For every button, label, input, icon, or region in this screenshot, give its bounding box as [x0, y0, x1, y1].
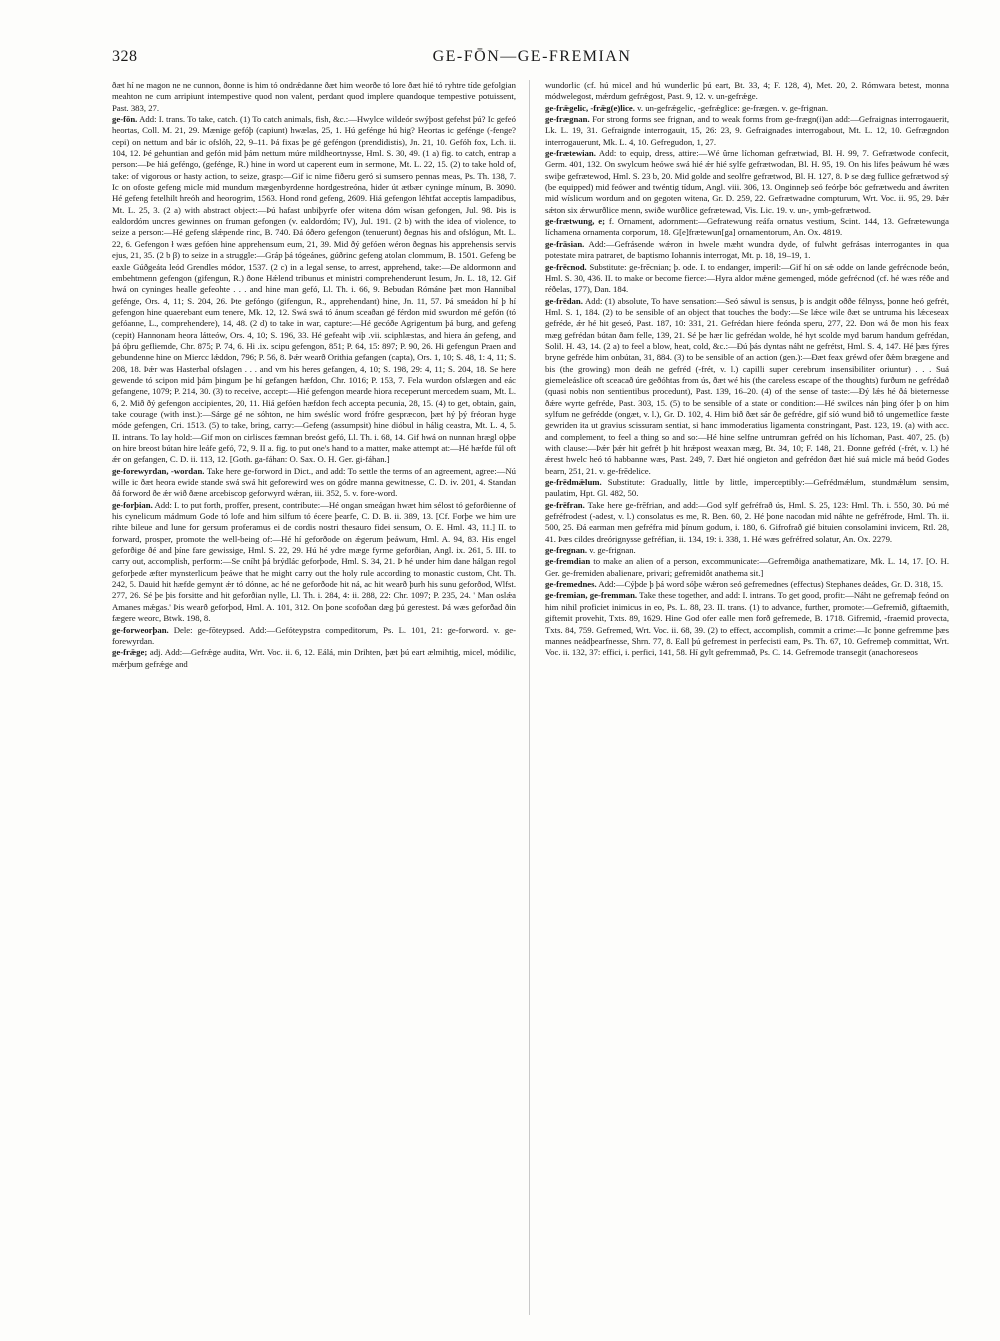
entry-headword: ge-fremdian [545, 556, 591, 567]
dictionary-entry [545, 579, 949, 590]
page-number: 328 [112, 48, 138, 65]
entry-headword: ge-forweorþan. [112, 624, 169, 635]
left-column [112, 80, 516, 1315]
entry-body: Dele: ge-fōteypsed. Add:—Gefóteypstra compeditorum, Ps. L. 101, 21: ge-forword. v. ge-forewyrdan. [112, 624, 516, 646]
dictionary-entry [545, 296, 949, 478]
entry-headword: ge-frēfran. [545, 499, 585, 510]
entry-headword: ge-fōn. [112, 114, 138, 125]
continuation-paragraph: wundorlic (cf. hú micel and hú wunderlic þú eart, Bt. 33, 4; F. 128, 4), Met. 20, 2. Rómwara betest, monna módwelegost, mǽrdum gefrǽgost, Past. 9, 12. v. un-gefrǽge. [545, 80, 949, 102]
entry-body: v. un-gefrǽgelic, -gefrǽglice: ge-frægen. v. ge-frignan. [637, 102, 829, 113]
dictionary-entry [545, 239, 949, 262]
right-column [545, 80, 949, 1315]
dictionary-entry [545, 590, 949, 658]
entry-body: f. Ornament, adornment:—Gefratewung reáfa ornatus vestium, Scint. 144, 13. Gefrætewunga líchamena ornamenta corporum, 18. G[e]frætewun[ga] ornamentorum, An. Ox. 4819. [545, 216, 949, 238]
entry-body: adj. Add:—Gefrǽge audita, Wrt. Voc. ii. 6, 12. Eálá, min Drihten, þæt þú eart ælmihtig, micel, módilic, mǽrþum gefrǽge and [112, 647, 516, 669]
running-head: GE-FŌN—GE-FREMIAN [432, 48, 632, 65]
entry-headword: ge-frǣgelic, -frǣg(e)lice. [545, 102, 635, 113]
dictionary-entry [545, 545, 949, 556]
dictionary-entry [112, 647, 516, 670]
entry-headword: ge-forewyrdan, -wordan. [112, 465, 205, 476]
page-header [112, 48, 952, 74]
dictionary-entry [112, 625, 516, 648]
entry-headword: ge-frǣge; [112, 647, 148, 658]
entry-body: Take here ge-forword in Dict., and add: To settle the terms of an agreement, agree:—Nú wille ic ðæt heora ewide stande swá swá hit geforewird wes on gódre manna gewitnesse, C. D. iv. 201, 4. Standan ðá forword ðe ǽr wið ðæne arcebiscop geforwyrd wǽran, iii. 352, 5. v. fore-word. [112, 465, 516, 499]
entry-headword: ge-fremednes. [545, 579, 597, 590]
entry-body: Take here ge-frēfrian, and add:—God sylf gefréfrað ús, Hml. S. 25, 123: Hml. Th. i. 550, 30. Þú mé gefréfrodest (-adest, v. l.) consolatus es me, R. Ben. 60, 2. Hé þone nacodan mid náhte ne gefréfrode, Hml. Th. ii. 500, 25. Ðá earman men gefréfra mid þínum godum, i. 180, 6. Gifrofrað gié bituien consolamini invicem, Rtl. 28, 41. Þæs cildes dreórignysse gefréfian, ii. 134, 19: i. 338, 1. Hé wæs gefréfred solatur, An. Ox. 2279. [545, 499, 949, 544]
entry-headword: ge-frægnan. [545, 114, 590, 125]
dictionary-entry [545, 500, 949, 545]
entry-body: v. ge-frignan. [589, 545, 636, 556]
dictionary-entry [545, 262, 949, 296]
entry-headword: ge-frætewian. [545, 148, 596, 159]
entry-body: For strong forms see frignan, and to weak forms from ge-frægn(i)an add:—Gefraignas interrogauerit, Lk. L. 19, 31. Gefraignde interrogauit, 15, 26: 23, 9. Gefraignades interrogabout, Mt. L. 12, 10. Gefrægndon interrogauerunt, Mk. L. 4, 10. Gefregudon, 1, 27. [545, 114, 949, 147]
entry-body: Add:—Cýþde þ þá word sóþe wǽron seó gefremednes (effectus) Stephanes deádes, Gr. D. 318, 15. [598, 579, 944, 590]
entry-headword: ge-forþian. [112, 499, 153, 510]
entry-body: to make an alien of a person, excommunicate:—Gefremðiga anathematizare, Mk. L. 14, 17. [O. H. Ger. ge-fremiden abalienare, privari; gefremidôt anathema sit.] [545, 556, 949, 578]
dictionary-entry [545, 556, 949, 579]
dictionary-entry [545, 114, 949, 148]
dictionary-entry [545, 103, 949, 114]
dictionary-entry [112, 466, 516, 500]
entry-body: Take these together, and add: I. intrans. To get good, profit:—Náht ne gefremaþ feónd on him nihil proficiet inimicus in eo, Ps. L. 88, 23. II. trans. (1) to advance, further, promote:—Gefremið, giftaemith, giftemit provehit, Txts. 89, 1629. Hine God ofer ealle men forð gefremede, B. 1718. Gifremid, -fraemid provecta, Txts. 84, 759. Gefremed, Wrt. Voc. ii. 68, 39. (2) to effect, accomplish, commit a crime:—Ic þonne gefremme þæs mannes neádþearfnesse, Shrn. 77, 8. Eall þú gefremest in perfecisti eam, Ps. Th. 67, 10. Gefremeþ committat, Wrt. Voc. ii. 132, 37: effici, i. perfici, 141, 58. Hí gylt gefremmað, Ps. C. 14. Gefremode transegit (anachoreseos [545, 590, 949, 658]
entry-body: Add:—Gefrásende wǽron in hwele mæht wundra dyde, of fulwht gefrásas interrogantes in qua potestate mira patraret, de baptismo Iohannis interrogat, Mt. p. 18, 19–19, 1. [545, 238, 949, 261]
entry-body: Substitute: Gradually, little by little, imperceptibly:—Gefrédmǽlum, stundmǽlum sensim, paulatim, Hpt. Gl. 482, 50. [545, 477, 949, 499]
dictionary-entry [545, 216, 949, 239]
entry-headword: ge-fregnan. [545, 545, 588, 556]
column-divider [529, 80, 530, 1315]
dictionary-entry [545, 477, 949, 500]
entry-headword: ge-frætwung, e; [545, 216, 606, 227]
entry-headword: ge-fremian, ge-fremman. [545, 590, 638, 601]
entry-body: Add: I. trans. To take, catch. (1) To catch animals, fish, &c.:—Hwylce wildeór swýþost gefehst þú? Ic gefeó heortas, Coll. M. 21, 29. Mænige gefóþ (capiunt) hwælas, 25, 1. Hú gefénge hú hig? Heortas ic gefénge (-fenge? cepi) on nettum and bár ic ofslóh, 22, 9–11. Þá fixas þe gé geféngon (prendidistis), Jn. 21, 10. Gefóh fox, Lch. ii. 104, 12. Þé gehuntian and gefón mid þám nettum múre mildheortnysse, Hml. S. 30, 49. (1 a) fig. to catch, entrap a person:—Þe hiá geféngo, (gefénge, R.) hine in word ut caperent eum in sermone, Mt. L. 22, 15. (2) to take hold of, take: of vigorous or hasty action, to seize, grasp:—Gif ic nime fiðeru geró si sumsero pennas meas, Ps. Th. 138, 7. Ic on ofoste gefeng micle mid mundum mægenbyrdenne hordgestreóna, hider út ætbær cyninge mínum, B. 3090. Hé gefeng fetelhilt hreóh and heorogrim, 1563. Hond rond gefeng, 2609. Hiá gefengon léhtfat acceptis lampadibus, Mt. L. 25, 3. (2 a) with abstract object:—Þú hafast unbiþyrfe ofer witena dóm wísan gefongen, Jul. 98. Þis is ealdordóm uncres gewinnes on fruman gefongen (v. ealdordóm; IV), Jul. 191. (2 b) with the idea of violence, to seize a person:—Hé gefeng slǽpende rinc, B. 740. Ðá óðero gefengon (tenuerunt) ðegnas his and ofslógun, Mt. L. 22, 6. Gefengon ł wæs gefóen hine apprehensum eum, 21, 39. Mid ðý gefóen wéron ðegnas his apprehensis servis ejus, 21, 35. (2 b β) to seize in a struggle:—Gráp þá tógeánes, gúðrinc gefeng atolan clommum, B. 1501. Gefeng be eaxle Gúðgeáta leód Grendles módor, 1537. (2 c) in a legal sense, to arrest, apprehend, take:—Ðe aldormonn and embehtmenn gefengon (gifengun, R.) ðone Hǽlend tribunus et ministri comprehenderunt Iesum, Jn. L. 18, 12. Gif hwá on cyninges healle gefeohte . . . and hine man gefó, Ll. Th. i. 66, 9. Bebudan Rómáne þæt mon Hannibal gefénge, Ors. 4, 11; S. 204, 26. Þte gefóngo (gifengun, R., apprehendant) hine, Jn. 11, 57. Þá smeádon hí þ hí gefengon hine quaerebant eum tenere, Mk. 12, 12. Swá swá tó ánum sceaðan gé férdon mid swurdon mé gefón (tó gefóanne, L., comprehendere), 14, 48. (2 d) to take in war, capture:—Hé gecóðe Agrigentum þá burg, and gefeng (cepit) Hannonam heora látteów, Ors. 4, 10; S. 196, 33. Hé gefeaht wiþ .vii. sciphlæstas, and hiera án gefeng, and þá óþru gefliemde, Chr. 875; P. 74, 6. Hi .ix. scipu gefengon, 851; P. 64, 15: 897; P. 90, 26. Hi gefengun Praen and gebundenne hine on Miercc lǽddon, 796; P. 56, 8. Þǽr wearð Orithia gefangen (capta), Ors. 1, 10; S. 48, 1: 4, 11; S. 208, 18. Þǽr was Hasterbal ofslagen . . . and vm his heres gefangen, 4, 10; S. 198, 29: 4, 11; S. 204, 18. Se here gewende tó scipon mid þám þingum þe hí gefangen hæfdon, Chr. 1016; P. 153, 7. Fela wurdon ofslægen and eác gefangene, 1079; P. 214, 30. (3) to receive, accept:—Hié gefengon mearde hiora receperunt mercedem suam, Mt. L. 6, 2. Mið ðý gefengon accipientes, 20, 11. Hiá gefóen hæfdon fech accepta pecunia, 28, 15. (4) to get, obtain, gain, take courage (with inst.):—Sárge gé ne sóhton, ne him swéslíc word frófre gespræcon, þæt hý þý fréoran hyge móde gefengen, Cri. 1513. (5) to take, bring, carry:—Gefeng (assumpsit) hine dióbul in hálig ceastra, Mt. L. 4, 5. II. intrans. To lay hold:—Gif mon on cirlisces fæmnan breóst gefó, Ll. Th. i. 68, 14. Gif hwá on nunnan hrægl oþþe on hire breost bútan hire leáfe gefó, 72, 9. II a. fig. to put one's hand to a matter, make attempt at:—Hé hæfde fúl oft ǽr on gefangen, C. D. ii. 113, 12. [Goth. ga-fáhan: O. Sax. O. H. Ger. gi-fáhan.] [112, 114, 516, 465]
dictionary-entry [112, 114, 516, 466]
entry-headword: ge-frāsian. [545, 238, 585, 249]
entry-body: Add: to equip, dress, attire:—Wé ûrne líchoman gefrætwiad, Bl. H. 99, 7. Gefrætwode confecit, Germ. 401, 132. On swylcum heówe swá hié ǽr hié sylfe gefrætwodan, Bl. H. 95, 19. On his lifes þeáwum hé wæs swiþe gefrætewod, Hml. S. 23 b, 20. Mid golde and seolfre gefrætwod, Bl. H. 127, 8. Þ se dæg fullice gefrætwod sý (be equipped) mid feówer and twéntig tídum, Angl. viii. 306, 13. Onginneþ seó feórþe bóc gefrætwedu and áwriten mid wíslicum wordum and on gegoten witena, Gr. D. 259, 22. Gefrætwadne compturum, Wrt. Voc. ii. 95, 29. Þǽr sǽton six ǽrwurðlice menn, swiðe wurðlice gefrætewad, Vis. Lic. 19. v. un-, ymb-gefrætwod. [545, 148, 949, 215]
continuation-paragraph: ðæt hí ne magon ne ne cunnon, ðonne is him tó ondrǽdanne ðæt him weorðe tó lore ðæt hié tó ryhtre tíde gefolgian meahton ne cum arripiunt intempestive quod non valent, perdant quod implere quandoque tempestive potuissent, Past. 383, 27. [112, 80, 516, 113]
entry-headword: ge-frēdan. [545, 295, 583, 306]
entry-headword: ge-frēdmǣlum. [545, 477, 602, 488]
entry-body: Substitute: ge-frēcnian; þ. ode. I. to endanger, imperil:—Gif hí on sǽ odde on lande gefrécnode beón, Hml. S. 30, 436. II. to make or become fierce:—Hyra aldor mǽne gemenged, móde gefrécnod (cf. hé wæs réðe and réðelas, 177), Dan. 184. [545, 261, 949, 295]
dictionary-entry [545, 148, 949, 216]
entry-headword: ge-frēcnod. [545, 261, 587, 272]
dictionary-entry [112, 500, 516, 625]
entry-body: Add: (1) absolute, To have sensation:—Seó sáwul is sensus, þ is andgit oððe félnyss, þonne heó gefrét, Hml. S. 1, 184. (2) to be sensible of an object that touches the body:—Se lǽce wile ðæt se untruma his lǽceseax gefréde, ǽr hé hit geseó, Past. 187, 10: 331, 21. Gefrédan hiere feónda speru, 277, 22. Ðon wá ðe mon his feax mæg gefrédan bútan ðam felle, 139, 21. Sé þe hær lic gefrédan wolde, hé hyt scolde myd barum handum gefrédan, Solil. H. 43, 14. (2 a) to feel a blow, heat, cold, &c.:—Ðú þás dyntas náht ne gefrétst, Hml. S. 4, 147. Hé þæs fýres bryne gefréde him onbútan, 31, 884. (3) to be sensible of an action (gen.):—Ðæt feax gréwd ofer ðǽm brægene and bis (the growing) mon deáh ne gefréd (-frét, v. l.) capilli super cerebrum insensibiliter oriuntur) . . . Suá giemeleáslice oft sceacað úre geðóhtas from ús, ðæt wé his (the careless escape of the thoughts) furðum ne gefrédað (quasi nobis non sentientibus procedunt), Past. 139, 16–20. (4) of the sense of taste:—Ðý lǽs hé ðá bieternesse ðǽre wyrte gefréde, Past. 303, 15. (5) to be sensible of a state or condition:—Hé swilces nán þing ófer þ on him sylfum ne gefrédde (ongæt, v. l.), Gr. D. 102, 4. Him bið ðæt sár ðe gefrédre, gif síó wund bið tó ungemetlíce fæste gewriden ita ut gravius scissuram sentiat, si hanc immoderatius ligamenta constringant, Past. 123, 19. (a) with acc. and complement, to feel a thing so and so:—Hé hine selfne untrumran gefréd on his líchoman, Past. 407, 25. (b) with clause:—Þǽr þǽr hit gefrét þ hit hrǽpost weaxan mæg, Bt. 34, 10; F. 148, 21. Ðonne gefréd (-frét, v. l.) hé ǽrest hwelc heó tó habbanne wæs, Past. 249, 7. Ðæt hié ongieton and gefrédon ðæt hié suá micle má beód Godes bearn, 251, 21. v. ge-frēdelice. [545, 295, 949, 476]
entry-body: Add: I. to put forth, proffer, present, contribute:—Hé ongan smeágan hwæt him sélost tó geforðienne of his cynelicum mádmum Gode tó lofe and him silfum tó écere þearfe, C. D. B. ii. 389, 13. [Cf. Forþe we him ure rihte bileue and lune for gersum proferamus ei de cordis nostri thesauro fidei sensum, O. E. Hml. 43, 11.] II. to forward, prosper, promote the well-being of:—Hé hí geforðode on ǽgerum þeáwum, Hml. A. 94, 83. His engel geforðige ðé and þíne fare gewissige, Hml. S. 22, 29. Hú hé ydre mæge fyrme geforðian, Angl. ix. 261, 5. III. to carry out, accomplish, perform:—Se cníht þá brýdlác geforþode, Hml. S. 34, 21. Þ hé under him dane hálgan regol geforþede æfter mynsterlicum þeáwe that he might carry out the holy rule according to monastic custom, Cht. Th. 242, 5. Dauid hit hæfde gemynt ǽr tó dónne, ac hé ne geforðode hit ná, ac hit wearð þurh his sunu geforðod, Wlfst. 277, 26. Sé þe þis forsitte and hit geforðian nylle, Ll. Th. i. 284, 4: ii. 288, 22: Chr. 1097; P. 235, 24. ' Man oslǽa Amanes mǽgas.' Þis wearð geforþod, Hml. A. 101, 312. On þone scofoðan dæg þú gerestest. Þá wæs geforðad ðin fægere weorc, Btwk. 198, 8. [112, 499, 516, 624]
